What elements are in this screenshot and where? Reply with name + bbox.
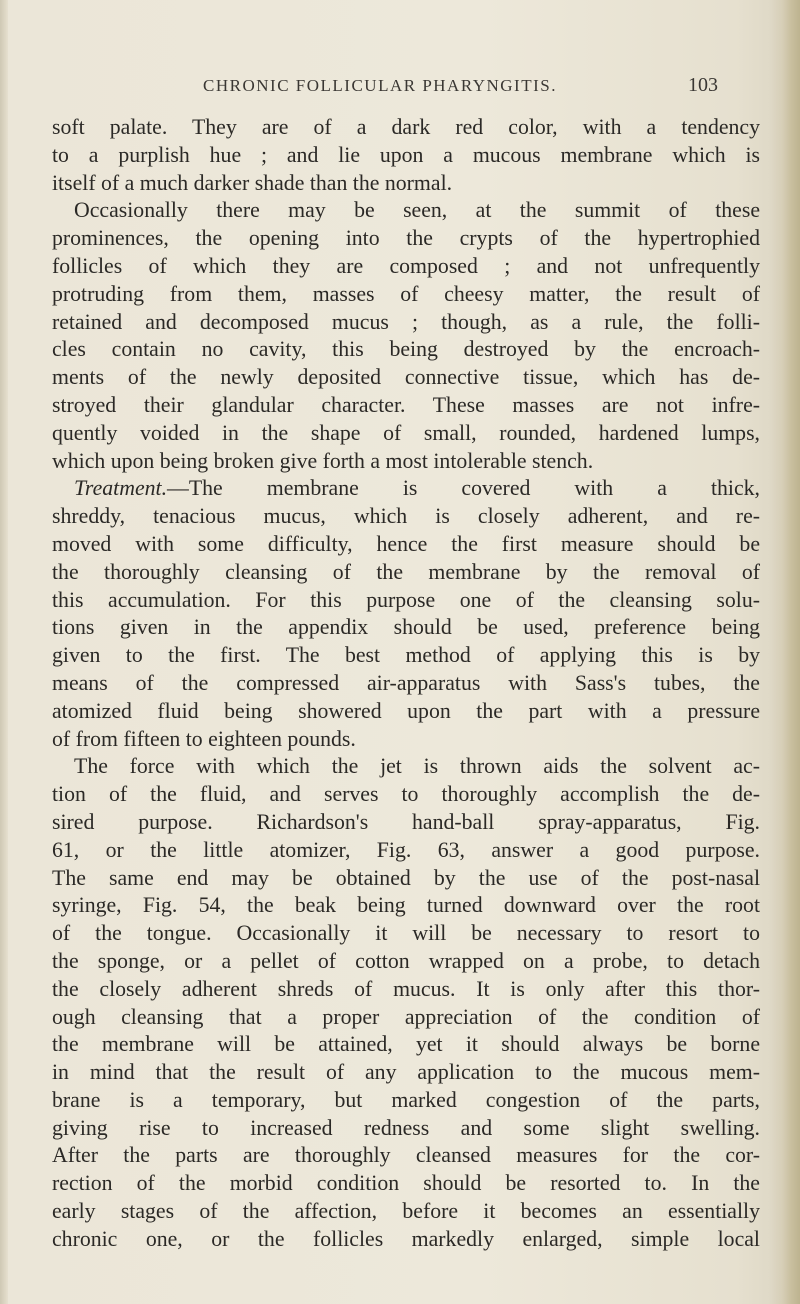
line-text: atomized fluid being showered upon the part with a pressure <box>52 698 760 723</box>
line-text: stroyed their glandular character. These masses are not infre- <box>52 392 760 417</box>
text-line <box>52 670 760 698</box>
line-text: follicles of which they are composed ; and not unfrequently <box>52 253 760 278</box>
text-line <box>52 503 760 531</box>
text-line <box>52 392 760 420</box>
line-text: After the parts are thoroughly cleansed measures for the cor- <box>52 1143 760 1168</box>
line-text: shreddy, tenacious mucus, which is closely adherent, and re- <box>52 504 760 529</box>
text-line <box>52 364 760 392</box>
text-line <box>52 336 760 364</box>
page-edge-discoloration <box>770 0 800 1304</box>
line-text: this accumulation. For this purpose one of the cleansing solu- <box>52 587 760 612</box>
line-text: the thoroughly cleansing of the membrane by the removal of <box>52 559 760 584</box>
text-line <box>52 309 760 337</box>
text-line <box>52 170 760 198</box>
text-line <box>52 892 760 920</box>
text-line <box>52 531 760 559</box>
text-line <box>52 1031 760 1059</box>
text-line <box>52 1059 760 1087</box>
line-text: sired purpose. Richardson's hand-ball spray-apparatus, Fig. <box>52 809 760 834</box>
line-text: the membrane will be attained, yet it should always be borne <box>52 1032 760 1057</box>
line-text: of from fifteen to eighteen pounds. <box>52 726 356 751</box>
line-text: the sponge, or a pellet of cotton wrapped on a probe, to detach <box>52 948 760 973</box>
text-line <box>52 475 760 503</box>
line-text: to a purplish hue ; and lie upon a mucous membrane which is <box>52 142 760 167</box>
line-text: retained and decomposed mucus ; though, as a rule, the folli- <box>52 309 760 334</box>
line-text: soft palate. They are of a dark red color, with a tendency <box>52 115 760 139</box>
text-line <box>52 642 760 670</box>
line-text: prominences, the opening into the crypts of the hypertrophied <box>52 226 760 251</box>
text-line <box>52 1226 760 1254</box>
line-text: means of the compressed air-apparatus with Sass's tubes, the <box>52 670 760 695</box>
text-line <box>52 948 760 976</box>
line-text: —The membrane is covered with a thick, <box>167 476 760 501</box>
line-text: chronic one, or the follicles markedly enlarged, simple local <box>52 1226 760 1251</box>
text-line <box>52 281 760 309</box>
text-line <box>52 837 760 865</box>
line-text: given to the first. The best method of applying this is by <box>52 643 760 668</box>
text-line <box>52 1198 760 1226</box>
text-line <box>52 781 760 809</box>
line-text: rection of the morbid condition should be resorted to. In the <box>52 1171 760 1196</box>
text-line <box>52 809 760 837</box>
line-text: of the tongue. Occasionally it will be necessary to resort to <box>52 921 760 946</box>
line-text: Occasionally there may be seen, at the summit of these <box>74 198 760 223</box>
page-gutter-shadow <box>0 0 8 1304</box>
line-text: the closely adherent shreds of mucus. It is only after this thor- <box>52 976 760 1001</box>
text-line <box>52 1087 760 1115</box>
text-line <box>52 225 760 253</box>
text-line <box>52 698 760 726</box>
text-line <box>52 197 760 225</box>
line-text: moved with some difficulty, hence the first measure should be <box>52 531 760 556</box>
text-line <box>52 726 760 754</box>
text-line <box>52 920 760 948</box>
line-text: ments of the newly deposited connective tissue, which has de- <box>52 365 760 390</box>
line-text: protruding from them, masses of cheesy matter, the result of <box>52 281 760 306</box>
text-line <box>52 559 760 587</box>
text-line <box>52 1115 760 1143</box>
section-heading: Treatment. <box>74 476 168 501</box>
line-text: The force with which the jet is thrown aids the solvent ac- <box>74 754 760 779</box>
text-line <box>52 1170 760 1198</box>
text-line <box>52 448 760 476</box>
body-text <box>52 114 760 1254</box>
line-text: giving rise to increased redness and some slight swelling. <box>52 1115 760 1140</box>
line-text: which upon being broken give forth a most intolerable stench. <box>52 448 594 473</box>
line-text: in mind that the result of any application to the mucous mem- <box>52 1060 760 1085</box>
text-line <box>52 976 760 1004</box>
text-line <box>52 1142 760 1170</box>
text-line <box>52 114 760 142</box>
line-text: 61, or the little atomizer, Fig. 63, answer a good purpose. <box>52 837 760 862</box>
text-line <box>52 587 760 615</box>
line-text: ough cleansing that a proper appreciation of the condition of <box>52 1004 760 1029</box>
text-line <box>52 865 760 893</box>
line-text: The same end may be obtained by the use of the post-nasal <box>52 865 760 890</box>
line-text: quently voided in the shape of small, rounded, hardened lumps, <box>52 420 760 445</box>
line-text: cles contain no cavity, this being destroyed by the encroach- <box>52 337 760 362</box>
page-number: 103 <box>688 74 718 96</box>
text-line <box>52 142 760 170</box>
line-text: brane is a temporary, but marked congestion of the parts, <box>52 1087 760 1112</box>
line-text: early stages of the affection, before it becomes an essentially <box>52 1199 760 1224</box>
text-line <box>52 753 760 781</box>
line-text: tion of the fluid, and serves to thoroughly accomplish the de- <box>52 782 760 807</box>
text-line <box>52 253 760 281</box>
text-line <box>52 614 760 642</box>
line-text: syringe, Fig. 54, the beak being turned downward over the root <box>52 893 760 918</box>
text-line <box>52 1004 760 1032</box>
text-line <box>52 420 760 448</box>
line-text: itself of a much darker shade than the normal. <box>52 170 453 195</box>
line-text: tions given in the appendix should be used, preference being <box>52 615 760 640</box>
running-title: CHRONIC FOLLICULAR PHARYNGITIS. <box>203 76 557 95</box>
